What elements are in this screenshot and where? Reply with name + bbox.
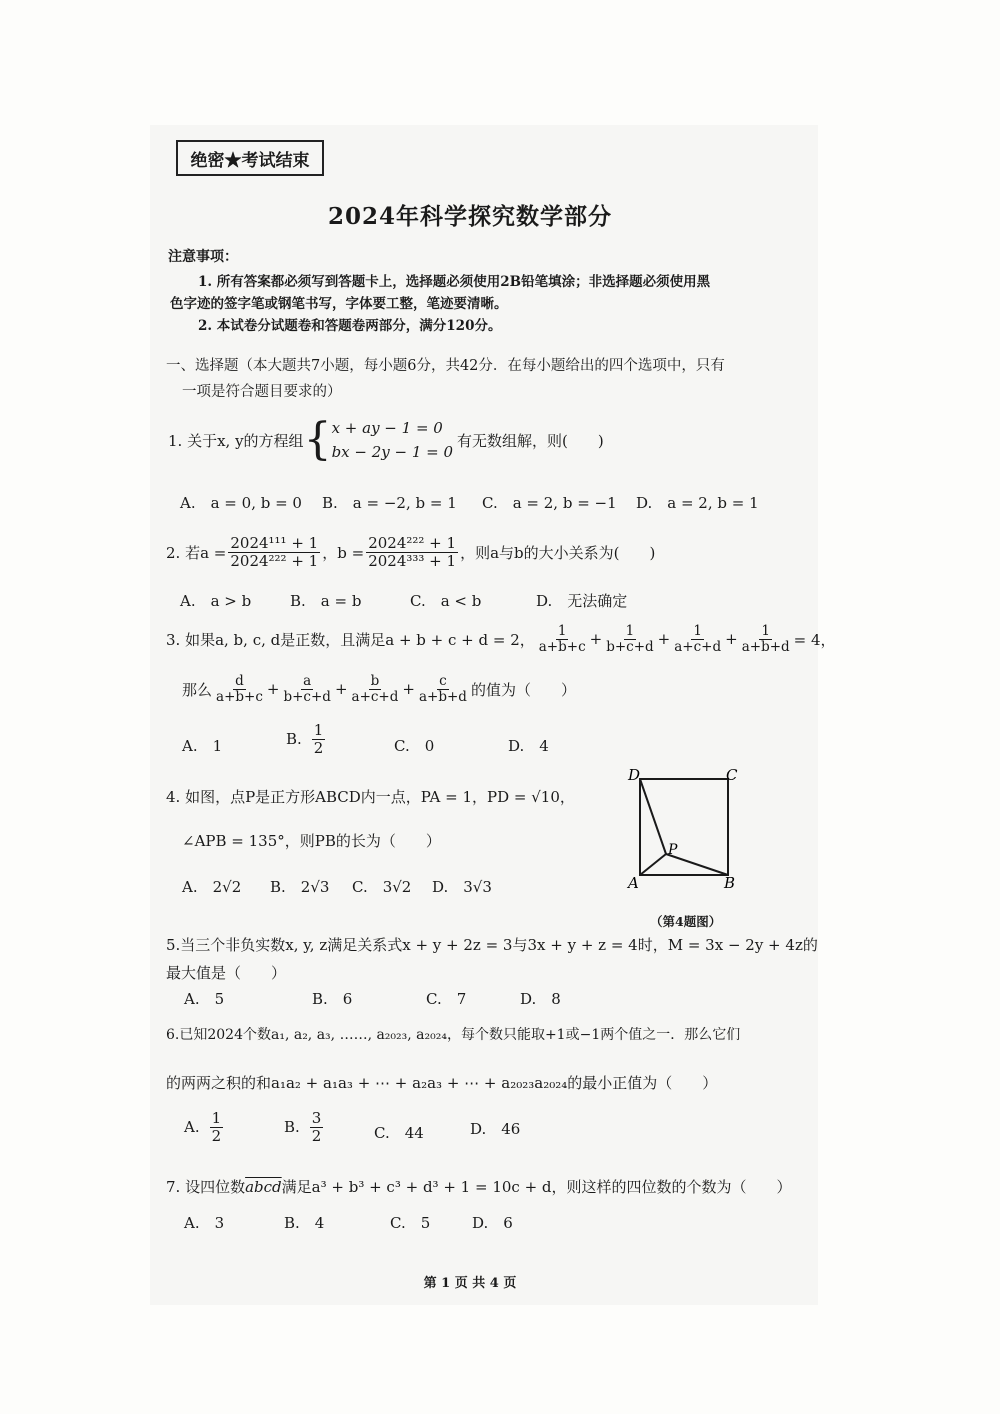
fraction-denominator: 2 — [311, 1126, 322, 1145]
label-b: B — [724, 874, 736, 892]
q6-option-b — [284, 1110, 325, 1144]
q1-option-d: D. a = 2, b = 1 — [636, 494, 759, 512]
q2-option-c: C. a < b — [410, 592, 482, 610]
q4-line-1: 4. 如图，点P是正方形ABCD内一点，PA = 1，PD = √10， — [166, 788, 575, 806]
question-1 — [168, 416, 604, 464]
system-brace: { — [303, 414, 332, 465]
q2-fraction-a — [228, 535, 320, 569]
q6-option-b-fraction — [310, 1110, 324, 1144]
question-3-line-2: 那么 $\frac{d}{a+b+c}$ + $\frac{a}{b+c+d}$ + $\frac{b}{a+c+d}$ + $\frac{c}{a+b+d}$ 的值为（ ） — [182, 673, 576, 705]
note-line-1: 1. 所有答案都必须写到答题卡上，选择题必须使用2B铅笔填涂；非选择题必须使用黑 — [198, 274, 711, 290]
q5-option-d: D. 8 — [520, 990, 561, 1008]
q4-option-b: B. 2√3 — [270, 878, 330, 896]
q3-option-b — [286, 722, 327, 756]
question-3-line-1: 3. 如果a, b, c, d是正数，且满足a + b + c + d = 2， $\frac{1}{a+b+c}$ + $\frac{1}{b+c+d}$ + $\frac{1}{a+c+d}$ + $\frac{1}{a+b+d}$ = 4， — [166, 623, 836, 655]
note-line-3: 2. 本试卷分试题卷和答题卷两部分，满分120分。 — [198, 318, 502, 334]
q7-four-digit-number: abcd — [245, 1178, 282, 1196]
q1-option-c: C. a = 2, b = −1 — [482, 494, 617, 512]
q6-option-a — [184, 1110, 225, 1144]
page-title: 2024年科学探究数学部分 — [327, 203, 612, 230]
note-line-2: 色字迹的签字笔或钢笔书写，字体要工整，笔迹要清晰。 — [170, 296, 508, 312]
q5-line-1: 5.当三个非负实数x, y, z满足关系式x + y + 2z = 3与3x + y + z = 4时，M = 3x − 2y + 4z的 — [166, 936, 818, 954]
fraction-numerator: b — [370, 673, 380, 689]
fraction-numerator: 1 — [693, 623, 702, 639]
q3-fraction — [672, 624, 723, 655]
q4-line-2: ∠APB = 135°，则PB的长为（ ） — [182, 832, 441, 850]
q7-option-b: B. 4 — [284, 1214, 325, 1232]
q7-prefix: 7. 设四位数 — [166, 1178, 246, 1196]
page-number-footer: 第 1 页 共 4 页 — [423, 1276, 517, 1291]
q6-option-b-label: B. — [284, 1118, 300, 1136]
fraction-denominator: a+b+d — [418, 688, 467, 705]
q6-line-1: 6.已知2024个数a₁, a₂, a₃, ……, a₂₀₂₃, a₂₀₂₄，每个数只能取+1或−1两个值之一．那么它们 — [166, 1027, 741, 1043]
fraction-numerator: c — [439, 673, 447, 689]
q3-option-a: A. 1 — [182, 737, 223, 755]
fraction-numerator: 1 — [211, 1109, 222, 1127]
fraction-denominator: a+b+c — [538, 638, 586, 655]
q3-line1-prefix: 3. 如果a, b, c, d是正数，且满足a + b + c + d = 2， — [166, 630, 535, 649]
q3-fraction — [214, 674, 265, 705]
fraction-denominator: 2 — [211, 1126, 222, 1145]
label-d: D — [628, 766, 641, 784]
q3-fraction — [740, 624, 792, 655]
q2-mid: ，b = — [322, 543, 365, 562]
fraction-numerator: 1 — [313, 721, 324, 739]
q6-option-a-fraction — [210, 1110, 224, 1144]
notes-heading: 注意事项： — [168, 249, 238, 265]
section-heading-line-2: 一项是符合题目要求的） — [182, 384, 342, 400]
fraction-numerator: 2024¹¹¹ + 1 — [230, 534, 319, 552]
fraction-numerator: 1 — [625, 623, 635, 639]
fraction-numerator: 2024²²² + 1 — [368, 534, 457, 552]
q5-option-b: B. 6 — [312, 990, 353, 1008]
q3-line1-suffix: = 4， — [793, 630, 836, 649]
segment-pd — [640, 779, 666, 854]
q2-option-a: A. a > b — [180, 592, 252, 610]
confidential-stamp: 绝密★考试结束 — [176, 140, 324, 176]
fraction-numerator: d — [235, 673, 244, 689]
q5-line-2: 最大值是（ ） — [166, 964, 287, 982]
q1-equation-1: x + ay − 1 = 0 — [331, 419, 443, 437]
q1-equation-system — [332, 416, 453, 464]
fraction-denominator: 2024²²² + 1 — [230, 551, 319, 570]
question-2 — [166, 535, 655, 569]
q3-fraction — [350, 674, 401, 705]
q4-square-figure — [620, 766, 750, 896]
q6-option-d: D. 46 — [470, 1120, 521, 1138]
question-7 — [166, 1176, 792, 1197]
q5-option-a: A. 5 — [184, 990, 225, 1008]
q3-line2-prefix: 那么 — [182, 680, 213, 699]
fraction-denominator: 2 — [313, 738, 324, 757]
q6-line-2: 的两两之积的和a₁a₂ + a₁a₃ + ⋯ + a₂a₃ + ⋯ + a₂₀₂₃a₂₀₂₄的最小正值为（ ） — [166, 1074, 718, 1092]
q2-fraction-b — [366, 535, 458, 569]
segment-pa — [640, 854, 666, 875]
q7-option-a: A. 3 — [184, 1214, 225, 1232]
fraction-denominator: b+c+d — [606, 638, 654, 655]
fraction-numerator: 3 — [311, 1109, 322, 1127]
q3-fraction — [604, 624, 655, 655]
label-c: C — [726, 766, 738, 784]
fraction-denominator: a+b+d — [741, 638, 790, 655]
q3-option-d: D. 4 — [508, 737, 549, 755]
fraction-numerator: a — [303, 673, 312, 689]
q3-fraction — [537, 624, 588, 655]
q3-option-c: C. 0 — [394, 737, 435, 755]
q6-option-c: C. 44 — [374, 1124, 424, 1142]
q4-option-c: C. 3√2 — [352, 878, 412, 896]
q7-option-c: C. 5 — [390, 1214, 431, 1232]
q7-option-d: D. 6 — [472, 1214, 513, 1232]
fraction-denominator: b+c+d — [283, 688, 331, 705]
q3-fraction — [417, 674, 469, 705]
fraction-numerator: 1 — [557, 623, 567, 639]
q3-option-b-label: B. — [286, 730, 302, 748]
q1-option-b: B. a = −2, b = 1 — [322, 494, 457, 512]
label-a: A — [628, 874, 639, 892]
q2-prefix: 2. 若a = — [166, 543, 227, 562]
q3-line2-suffix: 的值为（ ） — [470, 680, 576, 699]
q5-option-c: C. 7 — [426, 990, 467, 1008]
q2-option-b: B. a = b — [290, 592, 362, 610]
q4-option-a: A. 2√2 — [182, 878, 242, 896]
fraction-denominator: a+c+d — [351, 688, 399, 705]
section-heading-line-1: 一、选择题（本大题共7小题，每小题6分，共42分．在每小题给出的四个选项中，只有 — [166, 358, 725, 374]
q2-option-d: D. 无法确定 — [536, 592, 628, 610]
q1-equation-2: bx − 2y − 1 = 0 — [331, 443, 454, 461]
fraction-numerator: 1 — [761, 623, 770, 639]
q2-suffix: ，则a与b的大小关系为( ) — [460, 543, 656, 562]
q1-suffix: 有无数组解，则( ) — [457, 431, 604, 450]
label-p: P — [668, 842, 678, 858]
fraction-denominator: a+b+c — [216, 688, 263, 705]
q3-option-b-fraction — [312, 722, 326, 756]
fraction-denominator: a+c+d — [674, 638, 722, 655]
q1-option-a: A. a = 0, b = 0 — [180, 494, 302, 512]
figure-caption: （第4题图） — [650, 914, 722, 929]
q1-prefix: 1. 关于x, y的方程组 — [168, 431, 304, 450]
q6-option-a-label: A. — [184, 1118, 200, 1136]
q7-suffix: 满足a³ + b³ + c³ + d³ + 1 = 10c + d，则这样的四位数的个数为（ ） — [281, 1178, 792, 1196]
fraction-denominator: 2024³³³ + 1 — [368, 551, 457, 570]
q3-fraction — [281, 674, 332, 705]
q4-option-d: D. 3√3 — [432, 878, 492, 896]
